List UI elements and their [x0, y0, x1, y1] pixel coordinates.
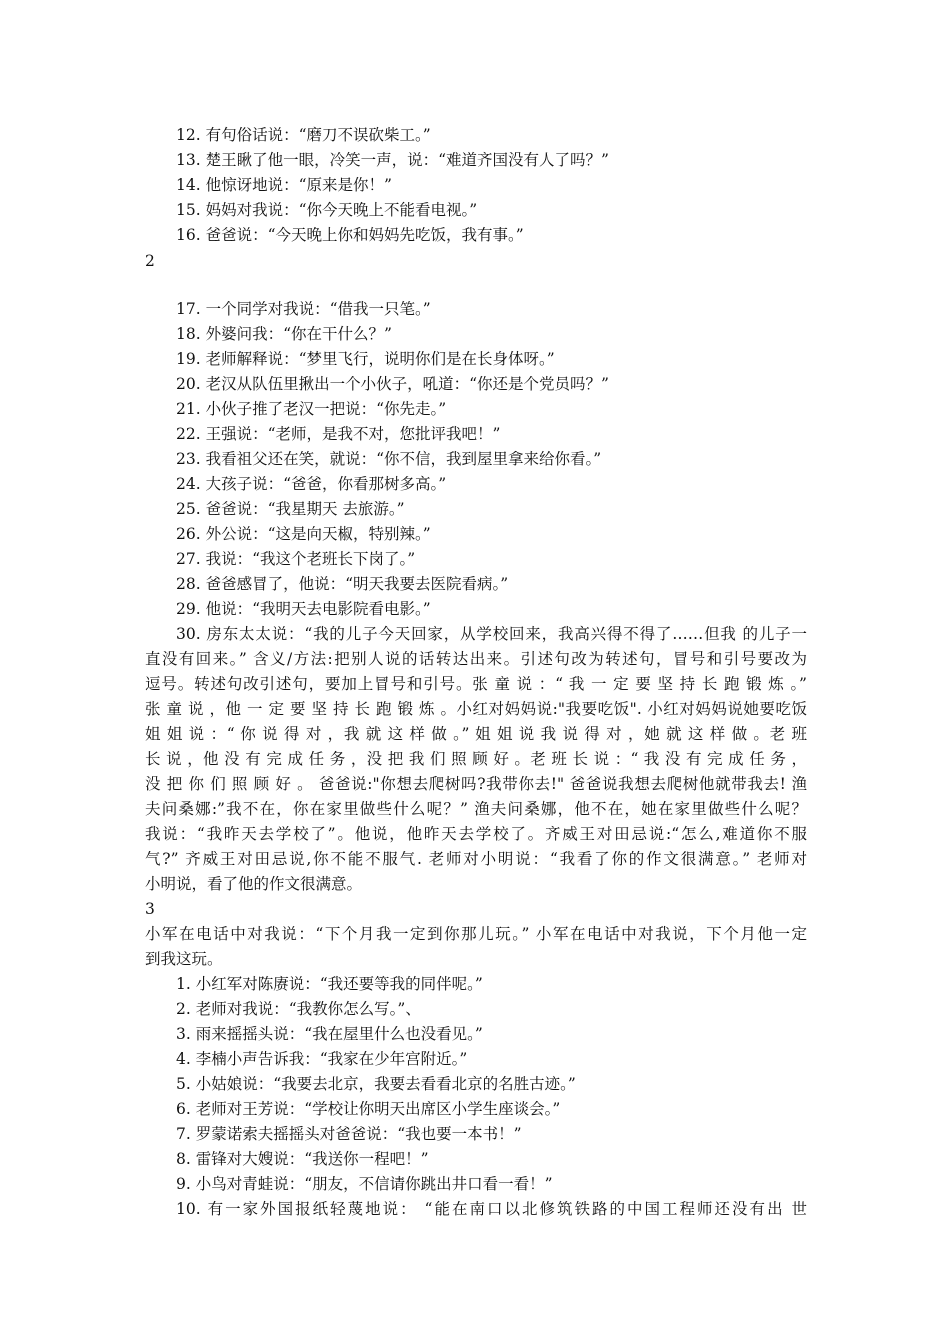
paragraph-line: 到我这玩。 — [145, 950, 223, 968]
paragraph-line: 小军在电话中对我说：“下个月我一定到你那儿玩。” 小军在电话中对我说，下个月他一定 — [145, 925, 807, 943]
sentence-item: 20. 老汉从队伍里揪出一个小伙子，吼道：“你还是个党员吗？” — [176, 375, 609, 393]
sentence-item: 28. 爸爸感冒了，他说：“明天我要去医院看病。” — [176, 575, 509, 593]
sentence-item: 4. 李楠小声告诉我：“我家在少年宫附近。” — [176, 1050, 468, 1068]
section-number: 2 — [145, 252, 155, 270]
paragraph-line: 夫问桑娜:”我不在，你在家里做些什么呢？” 渔夫问桑娜，他不在，她在家里做些什么呢？ — [145, 800, 807, 818]
paragraph-line: 30. 房东太太说：“我的儿子今天回家，从学校回来，我高兴得不得了……但我 的儿子一 — [176, 625, 807, 643]
sentence-item: 14. 他惊讶地说：“原来是你！” — [176, 176, 392, 194]
paragraph-line: 我说：“我昨天去学校了”。他说，他昨天去学校了。齐威王对田忌说:“怎么,难道你不服 — [145, 825, 807, 843]
sentence-item: 24. 大孩子说：“爸爸，你看那树多高。” — [176, 475, 447, 493]
sentence-item: 13. 楚王瞅了他一眼，冷笑一声，说：“难道齐国没有人了吗？” — [176, 151, 609, 169]
sentence-item: 18. 外婆问我：“你在干什么？” — [176, 325, 392, 343]
sentence-item: 16. 爸爸说：“今天晚上你和妈妈先吃饭，我有事。” — [176, 226, 524, 244]
sentence-item: 17. 一个同学对我说：“借我一只笔。” — [176, 300, 431, 318]
sentence-item: 1. 小红军对陈赓说：“我还要等我的同伴呢。” — [176, 975, 483, 993]
sentence-item: 12. 有句俗话说：“磨刀不误砍柴工。” — [176, 126, 431, 144]
paragraph-line: 没 把 你 们 照 顾 好 。 爸爸说:"你想去爬树吗?我带你去!" 爸爸说我想去爬树他就带我去! 渔 — [145, 775, 807, 793]
section-number: 3 — [145, 900, 155, 918]
sentence-item: 9. 小鸟对青蛙说：“朋友，不信请你跳出井口看一看！” — [176, 1175, 553, 1193]
sentence-item: 22. 王强说：“老师，是我不对，您批评我吧！” — [176, 425, 501, 443]
paragraph-line: 气?” 齐威王对田忌说,你不能不服气. 老师对小明说：“我看了你的作文很满意。” 老师对 — [145, 850, 807, 868]
sentence-item: 2. 老师对我说：“我教你怎么写。”、 — [176, 1000, 421, 1018]
paragraph-line: 张 童 说 ，他 一 定 要 坚 持 长 跑 锻 炼 。小红对妈妈说:"我要吃饭". 小红对妈妈说她要吃饭 — [145, 700, 807, 718]
sentence-item: 3. 雨来摇摇头说：“我在屋里什么也没看见。” — [176, 1025, 483, 1043]
paragraph-line: 逗号。转述句改引述句，要加上冒号和引号。张 童 说 ：“ 我 一 定 要 坚 持 长 跑 锻 炼 。” — [145, 675, 807, 693]
sentence-item: 27. 我说：“我这个老班长下岗了。” — [176, 550, 416, 568]
sentence-item: 29. 他说：“我明天去电影院看电影。” — [176, 600, 431, 618]
sentence-item: 15. 妈妈对我说：“你今天晚上不能看电视。” — [176, 201, 478, 219]
sentence-item: 6. 老师对王芳说：“学校让你明天出席区小学生座谈会。” — [176, 1100, 561, 1118]
sentence-item: 5. 小姑娘说：“我要去北京，我要去看看北京的名胜古迹。” — [176, 1075, 576, 1093]
sentence-item: 21. 小伙子推了老汉一把说：“你先走。” — [176, 400, 447, 418]
sentence-item: 8. 雷锋对大嫂说：“我送你一程吧！” — [176, 1150, 429, 1168]
sentence-item: 25. 爸爸说：“我星期天 去旅游。” — [176, 500, 405, 518]
sentence-item: 26. 外公说：“这是向天椒，特别辣。” — [176, 525, 431, 543]
sentence-item: 7. 罗蒙诺索夫摇摇头对爸爸说：“我也要一本书！” — [176, 1125, 522, 1143]
sentence-item: 10. 有一家外国报纸轻蔑地说： “能在南口以北修筑铁路的中国工程师还没有出 世 — [176, 1200, 807, 1218]
paragraph-line: 小明说，看了他的作文很满意。 — [145, 875, 363, 893]
paragraph-line: 直没有回来。” 含义/方法:把别人说的话转达出来。引述句改为转述句，冒号和引号要改为 — [145, 650, 807, 668]
paragraph-line: 姐 姐 说 ：“ 你 说 得 对 ，我 就 这 样 做 。” 姐 姐 说 我 说 得 对 ，她 就 这 样 做 。老 班 — [145, 725, 807, 743]
paragraph-line: 长 说 ，他 没 有 完 成 任 务 ，没 把 我 们 照 顾 好 。老 班 长 说 ：“ 我 没 有 完 成 任 务 ， — [145, 750, 807, 768]
sentence-item: 23. 我看祖父还在笑，就说：“你不信，我到屋里拿来给你看。” — [176, 450, 602, 468]
sentence-item: 19. 老师解释说：“梦里飞行，说明你们是在长身体呀。” — [176, 350, 555, 368]
